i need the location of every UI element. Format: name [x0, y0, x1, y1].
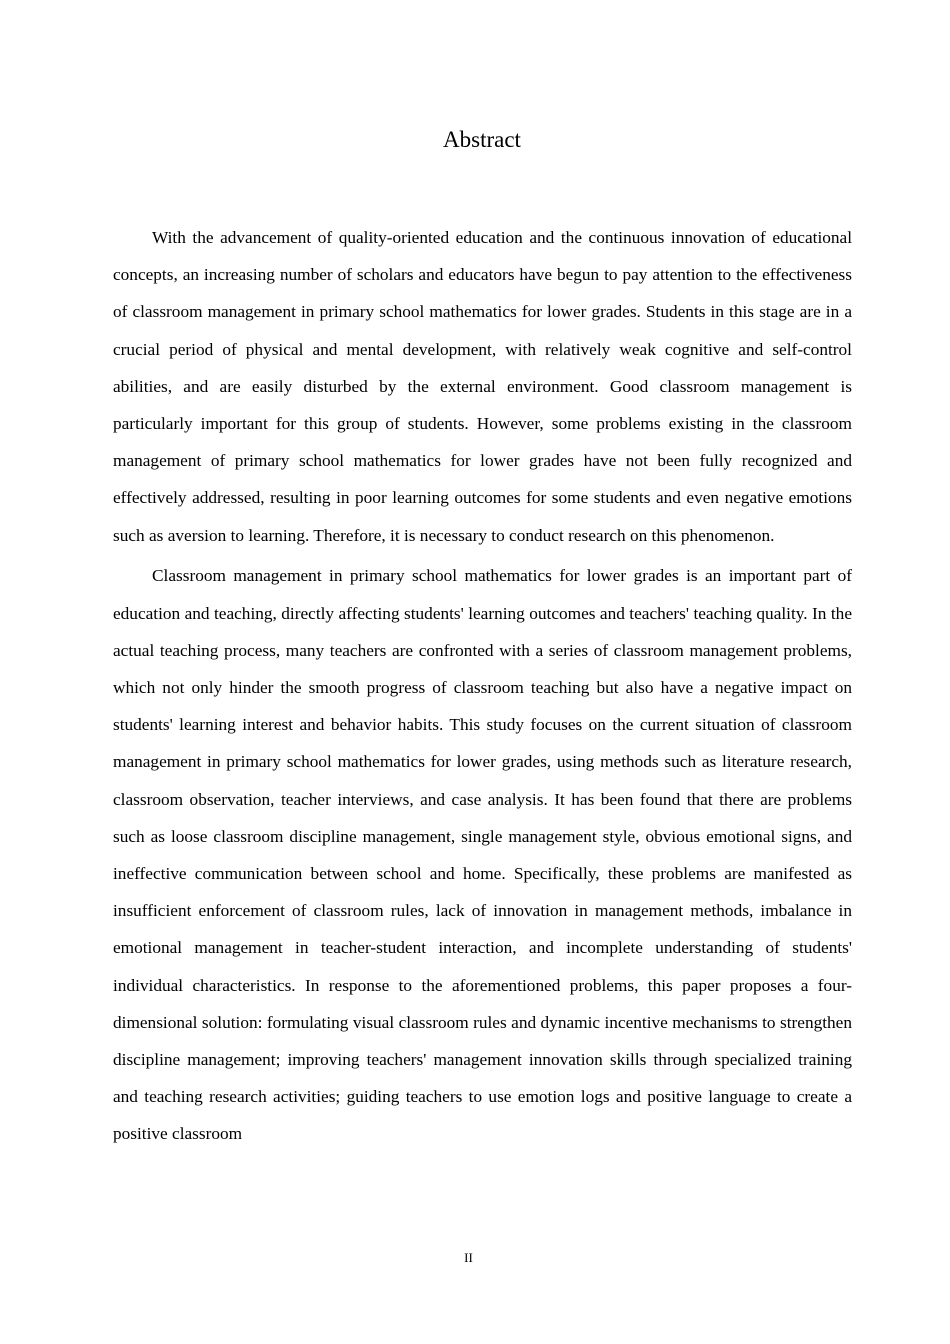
abstract-body [113, 219, 852, 1153]
abstract-paragraph-2: Classroom management in primary school mathematics for lower grades is an important part of education and teaching, directly affecting students' learning outcomes and teachers' teaching quality. In the actual teaching process, many teachers are confronted with a series of classroom management problems, which not only hinder the smooth progress of classroom teaching but also have a negative impact on students' learning interest and behavior habits. This study focuses on the current situation of classroom management in primary school mathematics for lower grades, using methods such as literature research, classroom observation, teacher interviews, and case analysis. It has been found that there are problems such as loose classroom discipline management, single management style, obvious emotional signs, and ineffective communication between school and home. Specifically, these problems are manifested as insufficient enforcement of classroom rules, lack of innovation in management methods, imbalance in emotional management in teacher-student interaction, and incomplete understanding of students' individual characteristics. In response to the aforementioned problems, this paper proposes a four-dimensional solution: formulating visual classroom rules and dynamic incentive mechanisms to strengthen discipline management; improving teachers' management innovation skills through specialized training and teaching research activities; guiding teachers to use emotion logs and positive language to create a positive classroom [113, 566, 852, 1144]
abstract-paragraph-1: With the advancement of quality-oriented education and the continuous innovation of educational concepts, an increasing number of scholars and educators have begun to pay attention to the effectiveness of classroom management in primary school mathematics for lower grades. Students in this stage are in a crucial period of physical and mental development, with relatively weak cognitive and self-control abilities, and are easily disturbed by the external environment. Good classroom management is particularly important for this group of students. However, some problems existing in the classroom management of primary school mathematics for lower grades have not been fully recognized and effectively addressed, resulting in poor learning outcomes for some students and even negative emotions such as aversion to learning. Therefore, it is necessary to conduct research on this phenomenon. [113, 228, 852, 545]
page-number: II [464, 1250, 473, 1265]
abstract-title: Abstract [443, 127, 521, 152]
